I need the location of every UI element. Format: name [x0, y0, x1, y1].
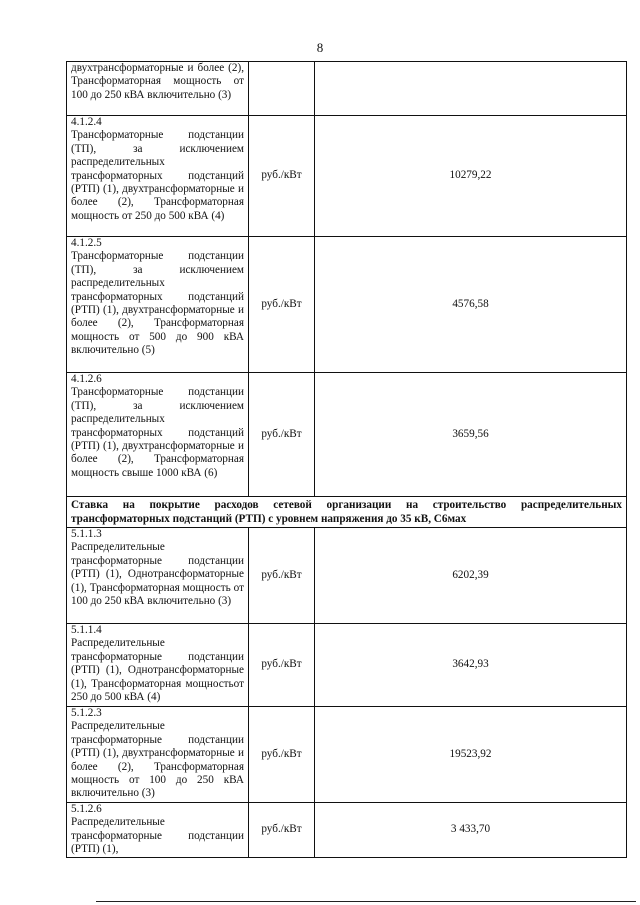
row-description — [67, 62, 249, 116]
row-code: 5.1.2.3 — [71, 707, 102, 719]
tariff-table — [66, 61, 627, 858]
table-row — [67, 62, 627, 116]
row-description — [67, 528, 249, 624]
table-row — [67, 237, 627, 373]
section-header-row — [67, 497, 627, 528]
section-header: Ставка на покрытие расходов сетевой организации на строительство распределительных трансформаторных подстанций (РТП) с уровнем напряжения до 35 кВ, C6мах — [67, 497, 627, 528]
row-code: 5.1.1.3 — [71, 528, 102, 540]
row-text: Трансформаторные подстанции (ТП), за исключением распределительных трансформаторных подстанций (РТП) (1), двухтрансформаторные и более (2), Трансформаторная мощность от 500 до 900 кВА включительно (5) — [71, 250, 244, 357]
row-text: двухтрансформаторные и более (2), Трансформаторная мощность от 100 до 250 кВА включительно (3) — [71, 62, 244, 101]
row-code: 5.1.2.6 — [71, 803, 102, 815]
row-description — [67, 116, 249, 237]
row-description — [67, 237, 249, 373]
row-value — [315, 62, 627, 116]
row-unit: руб./кВт — [249, 528, 315, 624]
row-value: 10279,22 — [315, 116, 627, 237]
row-unit: руб./кВт — [249, 624, 315, 707]
row-unit: руб./кВт — [249, 803, 315, 858]
row-text: Распределительные трансформаторные подстанции (РТП) (1), Однотрансформаторные (1), Трансформаторная мощностьот 250 до 500 кВА (4) — [71, 637, 244, 704]
table-row — [67, 707, 627, 803]
table-row — [67, 116, 627, 237]
row-value: 19523,92 — [315, 707, 627, 803]
page-number: 8 — [316, 40, 324, 55]
row-unit — [249, 62, 315, 116]
row-text: Распределительные трансформаторные подстанции (РТП) (1), Однотрансформаторные (1), Трансформаторная мощность от 100 до 250 кВА включительно (3) — [71, 541, 244, 608]
row-unit: руб./кВт — [249, 373, 315, 497]
row-text: Трансформаторные подстанции (ТП), за исключением распределительных трансформаторных подстанций (РТП) (1), двухтрансформаторные и более (2), Трансформаторная мощность свыше 1000 кВА (6) — [71, 386, 244, 479]
row-unit: руб./кВт — [249, 237, 315, 373]
row-code: 4.1.2.4 — [71, 116, 102, 128]
row-text: Распределительные трансформаторные подстанции (РТП) (1), — [71, 816, 244, 856]
row-text: Трансформаторные подстанции (ТП), за исключением распределительных трансформаторных подстанций (РТП) (1), двухтрансформаторные и более (2), Трансформаторная мощность от 250 до 500 кВА (4) — [71, 129, 244, 222]
row-code: 5.1.1.4 — [71, 624, 102, 636]
table-row — [67, 803, 627, 858]
row-unit: руб./кВт — [249, 116, 315, 237]
row-description — [67, 707, 249, 803]
table-row — [67, 528, 627, 624]
row-value: 4576,58 — [315, 237, 627, 373]
table-row — [67, 373, 627, 497]
row-value: 3642,93 — [315, 624, 627, 707]
row-text: Распределительные трансформаторные подстанции (РТП) (1), двухтрансформаторные и более (2), Трансформаторная мощность от 100 до 250 кВА включительно (3) — [71, 720, 244, 800]
row-description — [67, 803, 249, 858]
bottom-rule — [96, 901, 636, 902]
row-code: 4.1.2.6 — [71, 373, 102, 385]
table-row — [67, 624, 627, 707]
row-value: 6202,39 — [315, 528, 627, 624]
row-code: 4.1.2.5 — [71, 237, 102, 249]
row-description — [67, 373, 249, 497]
row-description — [67, 624, 249, 707]
row-unit: руб./кВт — [249, 707, 315, 803]
row-value: 3659,56 — [315, 373, 627, 497]
row-value: 3 433,70 — [315, 803, 627, 858]
